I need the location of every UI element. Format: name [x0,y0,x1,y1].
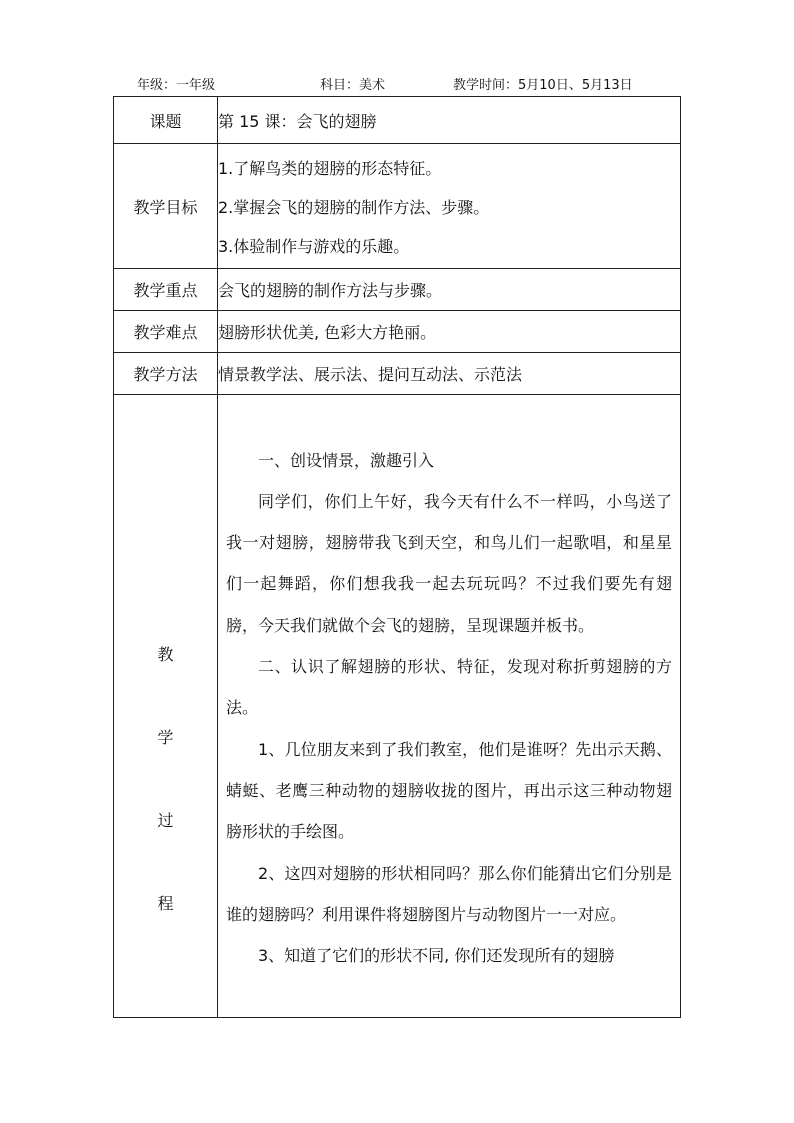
grade-label: 年级：一年级 [137,78,216,93]
process-section-heading: 一、创设情景，激趣引入 [258,450,435,470]
process-body [218,436,680,977]
lesson-plan-table [113,96,681,1018]
process-paragraph: 同学们，你们上午好，我今天有什么不一样吗，小鸟送了我一对翅膀，翅膀带我飞到天空，和鸟儿们一起歌唱，和星星们一起舞蹈，你们想我我一起去玩玩吗？不过我们要先有翅膀，今天我们就做个会飞的翅膀，呈现课题并板书。 [226,491,672,635]
goal-item: 1.了解鸟类的翅膀的形态特征。 [218,159,442,178]
key-points-value: 会飞的翅膀的制作方法与步骤。 [218,269,681,311]
method-label: 教学方法 [114,353,218,395]
process-label-char: 学 [157,728,174,747]
process-label-char: 过 [157,811,174,830]
table-row-goals [114,144,681,269]
page-header [0,74,794,94]
goals-value [218,144,681,269]
topic-value: 第 15 课：会飞的翅膀 [218,97,681,144]
table-row-process [114,395,681,1018]
topic-label: 课题 [114,97,218,144]
goals-label: 教学目标 [114,144,218,269]
table-row-topic [114,97,681,144]
method-value: 情景教学法、展示法、提问互动法、示范法 [218,353,681,395]
process-paragraph: 2、这四对翅膀的形状相同吗？那么你们能猜出它们分别是谁的翅膀吗？利用课件将翅膀图片与动物图片一一对应。 [226,863,672,924]
goal-item: 2.掌握会飞的翅膀的制作方法、步骤。 [218,198,490,217]
key-points-label: 教学重点 [114,269,218,311]
process-label [114,435,217,977]
difficulty-value: 翅膀形状优美, 色彩大方艳丽。 [218,311,681,353]
process-paragraph: 1、几位朋友来到了我们教室，他们是谁呀？先出示天鹅、蜻蜓、老鹰三种动物的翅膀收拢的图片，再出示这三种动物翅膀形状的手绘图。 [226,739,672,842]
process-value [218,395,681,1018]
teaching-time-label: 教学时间：5月10日、5月13日 [453,78,633,93]
process-label-cell [114,395,218,1018]
table-row-key-points [114,269,681,311]
process-section-heading: 二、认识了解翅膀的形状、特征，发现对称折剪翅膀的方法。 [226,657,672,718]
process-label-char: 教 [157,645,174,664]
process-paragraph: 3、知道了它们的形状不同, 你们还发现所有的翅膀 [258,946,615,966]
subject-label: 科目：美术 [320,78,386,93]
table-row-method [114,353,681,395]
process-label-char: 程 [157,894,174,913]
difficulty-label: 教学难点 [114,311,218,353]
table-row-difficulty [114,311,681,353]
goal-item: 3.体验制作与游戏的乐趣。 [218,237,410,256]
